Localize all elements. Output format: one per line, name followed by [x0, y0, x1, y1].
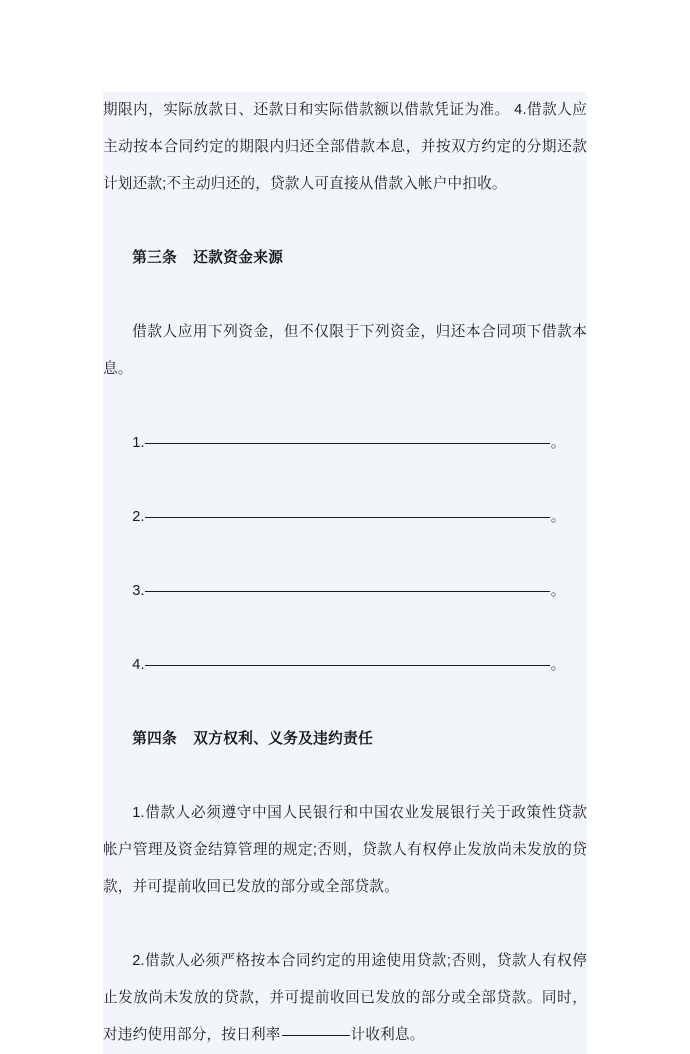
document-text-area: [103, 92, 587, 1054]
fund-source-number: 2.: [132, 509, 145, 525]
block-spacer: [103, 462, 587, 499]
fund-source-row[interactable]: [103, 573, 587, 610]
fund-source-blank-1[interactable]: [145, 443, 550, 444]
section-three-heading-title: 还款资金来源: [193, 250, 284, 266]
fund-source-number: 4.: [132, 657, 145, 673]
fund-source-terminator: 。: [550, 657, 566, 673]
section-four-clause-one: 1.借款人必须遵守中国人民银行和中国农业发展银行关于政策性贷款帐户管理及资金结算管理的规定;否则，贷款人有权停止发放尚未发放的贷款，并可提前收回已发放的部分或全部贷款。: [103, 805, 587, 895]
block-spacer: [103, 536, 587, 573]
section-three-heading: [103, 240, 587, 277]
block-spacer: [103, 906, 587, 943]
section-four-heading-label: 第四条: [132, 731, 178, 747]
daily-interest-rate-blank[interactable]: [282, 1035, 350, 1036]
fund-source-number: 3.: [132, 583, 145, 599]
fund-source-blank-2[interactable]: [145, 517, 550, 518]
fund-source-row[interactable]: [103, 499, 587, 536]
section-four-heading-title: 双方权利、义务及违约责任: [193, 731, 374, 747]
block-spacer: [103, 388, 587, 425]
document-body: [103, 92, 587, 1054]
block-spacer: [103, 684, 587, 721]
fund-source-number: 1.: [132, 435, 145, 451]
block-spacer: [103, 277, 587, 314]
section-three-intro: 借款人应用下列资金，但不仅限于下列资金，归还本合同项下借款本息。: [103, 324, 587, 377]
fund-source-row[interactable]: [103, 425, 587, 462]
block-spacer: [103, 610, 587, 647]
block-spacer: [103, 203, 587, 240]
section-four-heading: [103, 721, 587, 758]
clause-two-text-after-blank: 计收利息。: [350, 1027, 425, 1043]
clause-two-text-before-blank: 2.借款人必须严格按本合同约定的用途使用贷款;否则，贷款人有权停止发放尚未发放的贷款，并可提前收回已发放的部分或全部贷款。同时，对违约使用部分，按日利率: [103, 953, 587, 1043]
section-four-clause-two: [103, 943, 587, 1054]
fund-source-blank-3[interactable]: [145, 591, 550, 592]
fund-source-terminator: 。: [550, 583, 566, 599]
continued-paragraph: 期限内，实际放款日、还款日和实际借款额以借款凭证为准。 4.借款人应主动按本合同约定的期限内归还全部借款本息，并按双方约定的分期还款计划还款;不主动归还的，贷款人可直接从借款入帐户中扣收。: [103, 102, 587, 192]
fund-source-terminator: 。: [550, 435, 566, 451]
section-three-heading-label: 第三条: [132, 250, 178, 266]
fund-source-row[interactable]: [103, 647, 587, 684]
fund-source-blank-4[interactable]: [145, 665, 550, 666]
fund-source-terminator: 。: [550, 509, 566, 525]
block-spacer: [103, 758, 587, 795]
